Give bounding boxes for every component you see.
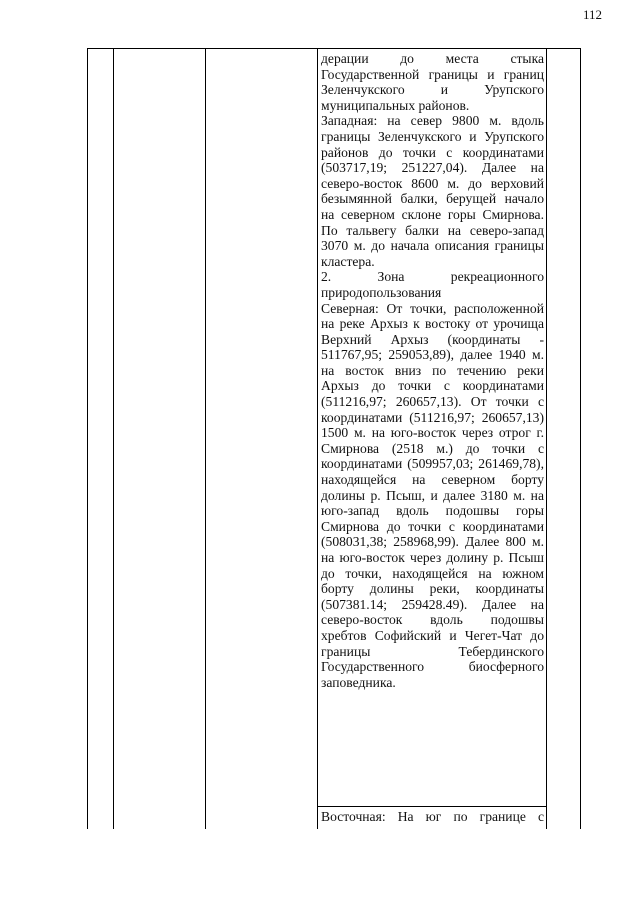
paragraph-1: дерации до места стыка Государственной границы и границ Зеленчукского и Урупского муниципальных районов. [321, 51, 544, 113]
column-divider-4 [546, 49, 547, 829]
description-cell [321, 51, 544, 690]
column-divider-3 [317, 49, 318, 829]
paragraph-3: 2. Зона рекреационного природопользования [321, 269, 544, 300]
page-number: 112 [582, 7, 602, 22]
next-cell-text: Восточная: На юг по границе с [321, 809, 544, 824]
document-table [87, 48, 581, 829]
column-divider-1 [113, 49, 114, 829]
row-divider [317, 806, 546, 807]
paragraph-2: Западная: на север 9800 м. вдоль границы Зеленчукского и Урупского районов до точки с координатами (503717,19; 251227,04). Далее на северо-восток 8600 м. до верховий безымянной балки, берущей начало на северном склоне горы Смирнова. По тальвегу балки на северо-запад 3070 м. до начала описания границы кластера. [321, 113, 544, 269]
column-divider-2 [205, 49, 206, 829]
paragraph-4: Северная: От точки, расположенной на реке Архыз к востоку от урочища Верхний Архыз (координаты - 511767,95; 259053,89), далее 1940 м. на восток вниз по течению реки Архыз до точки с координатами (511216,97; 260657,13). От точки с координатами (511216,97; 260657,13) 1500 м. на юго-восток через отрог г. Смирнова (2518 м.) до точки с координатами (509957,03; 261469,78), находящейся на северном борту долины р. Псыш, и далее 3180 м. на юго-запад вдоль подошвы горы Смирнова до точки с координатами (508031,38; 258968,99). Далее 800 м. на юго-восток через долину р. Псыш до точки, находящейся на южном борту долины реки, координаты (507381.14; 259428.49). Далее на северо-восток вдоль подошвы хребтов Софийский и Чегет-Чат до границы Тебердинского Государственного биосферного заповедника. [321, 300, 544, 690]
